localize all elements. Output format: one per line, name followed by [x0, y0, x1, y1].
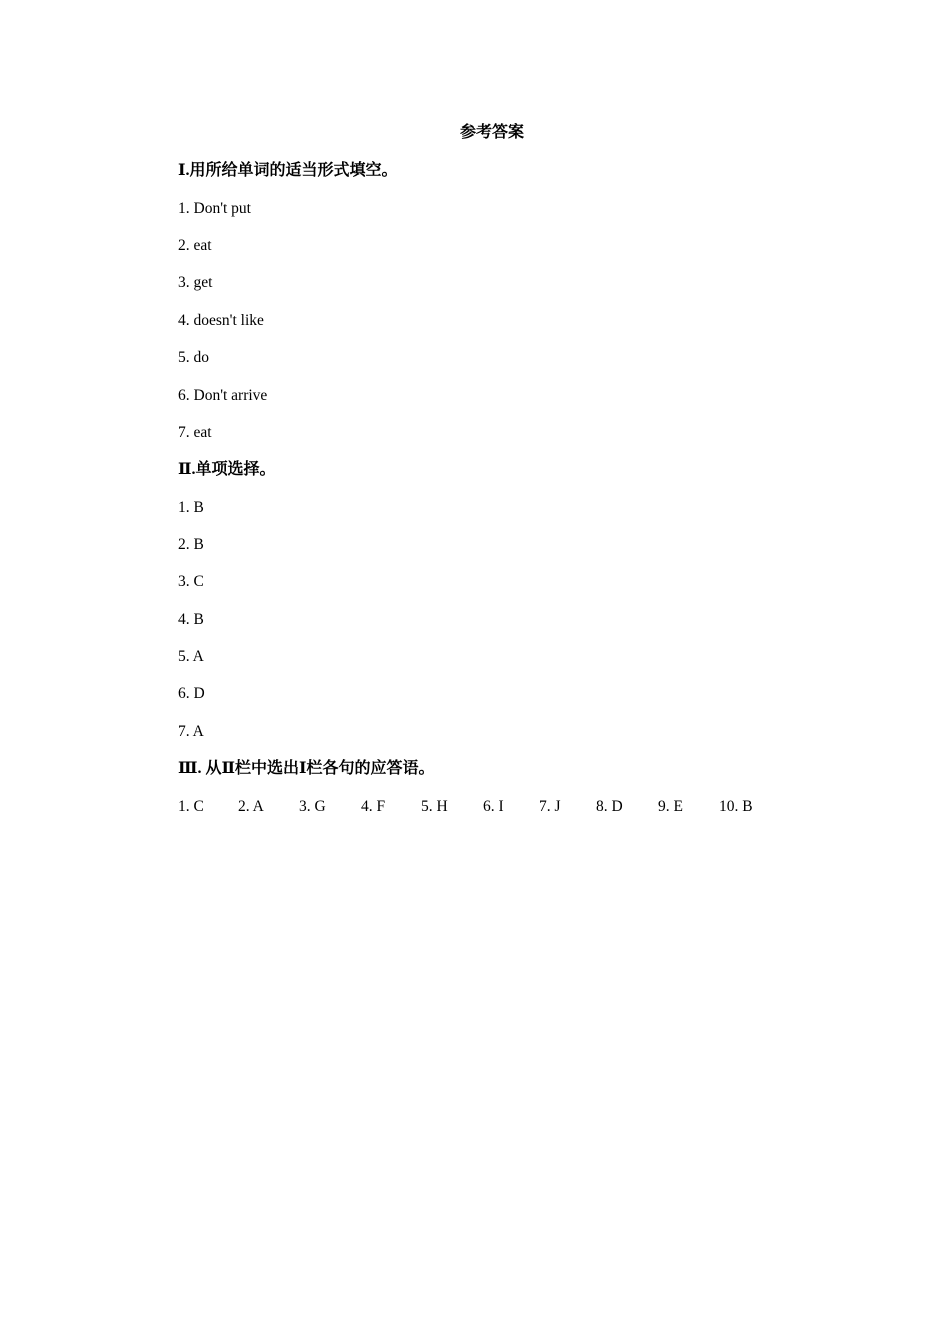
section-3-heading: Ⅲ. 从Ⅱ栏中选出Ⅰ栏各句的应答语。 [178, 760, 435, 777]
section-2-answer-7: 7. A [178, 723, 204, 740]
section-3-answer-4: 4. F [361, 798, 386, 815]
section-3-answer-3: 3. G [299, 798, 326, 815]
section-3-answer-5: 5. H [421, 798, 448, 815]
section-3-answer-9: 9. E [658, 798, 683, 815]
section-2-answer-2: 2. B [178, 536, 204, 553]
section-1-answer-7: 7. eat [178, 424, 212, 441]
section-3-answer-1: 1. C [178, 798, 204, 815]
section-1-answer-5: 5. do [178, 349, 209, 366]
section-3-answer-6: 6. I [483, 798, 504, 815]
section-2-heading: Ⅱ.单项选择。 [178, 461, 276, 478]
section-2-answer-6: 6. D [178, 685, 205, 702]
section-3-answer-8: 8. D [596, 798, 623, 815]
section-3-answer-2: 2. A [238, 798, 264, 815]
section-1-answer-2: 2. eat [178, 237, 212, 254]
section-2-answer-3: 3. C [178, 573, 204, 590]
page-title: 参考答案 [459, 124, 524, 141]
section-1-answer-1: 1. Don't put [178, 200, 251, 217]
section-2-answer-5: 5. A [178, 648, 204, 665]
section-1-answer-3: 3. get [178, 274, 213, 291]
section-3-answer-7: 7. J [539, 798, 561, 815]
section-1-answer-4: 4. doesn't like [178, 312, 264, 329]
section-2-answer-1: 1. B [178, 499, 204, 516]
section-1-heading: Ⅰ.用所给单词的适当形式填空。 [178, 162, 398, 179]
section-3-answer-10: 10. B [719, 798, 753, 815]
section-1-answer-6: 6. Don't arrive [178, 387, 268, 404]
section-2-answer-4: 4. B [178, 611, 204, 628]
